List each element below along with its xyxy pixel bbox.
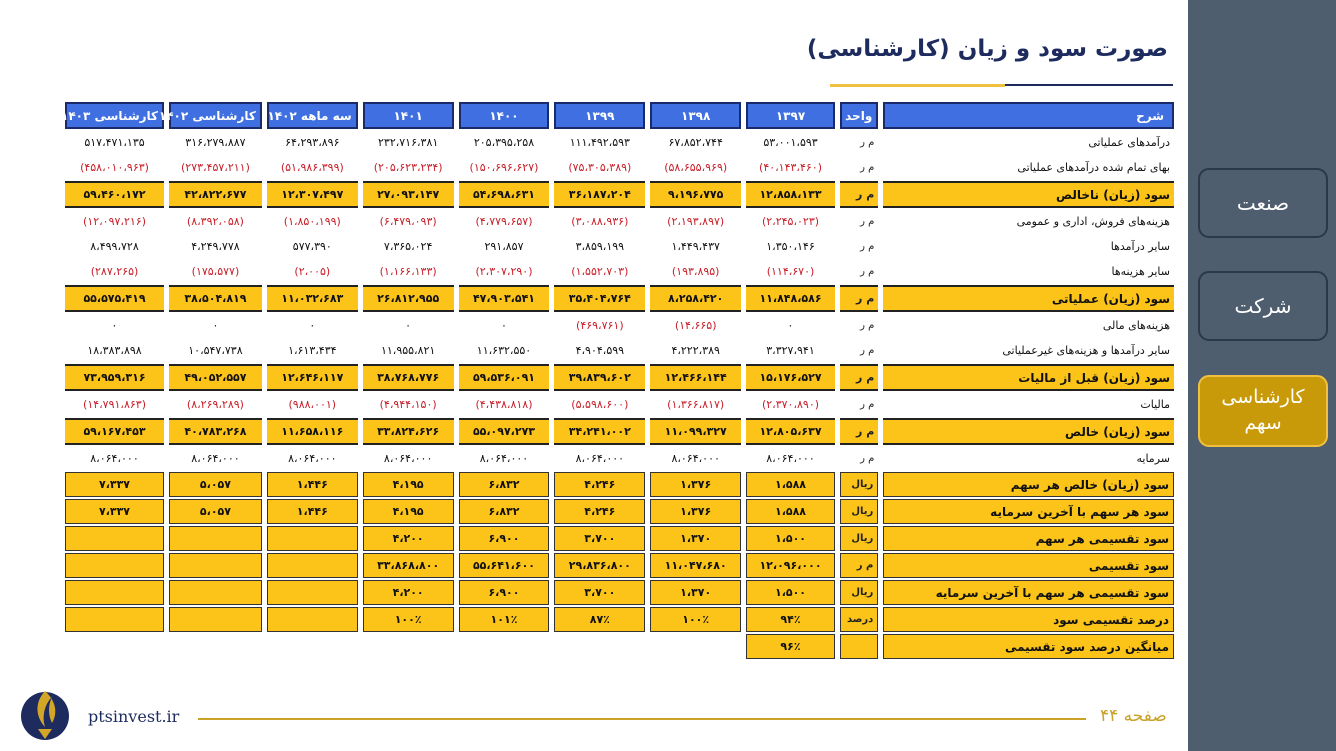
- table-cell: (۱،۳۶۶،۸۱۷): [667, 398, 725, 411]
- table-cell: (۴،۴۳۸،۸۱۸): [475, 398, 533, 411]
- website-url[interactable]: ptsinvest.ir: [88, 707, 180, 726]
- header-col: ۱۳۹۸: [650, 102, 741, 129]
- row-unit: م ر: [860, 241, 875, 252]
- table-cell: ۸،۰۶۴،۰۰۰: [479, 452, 529, 465]
- table-cell: ۳۶،۱۸۷،۲۰۴: [554, 181, 645, 208]
- table-cell: ۵۵،۵۷۵،۴۱۹: [65, 285, 164, 312]
- header-col: سه ماهه ۱۴۰۲: [267, 102, 358, 129]
- row-unit: م ر: [860, 320, 875, 331]
- row-label: سود تقسیمی: [883, 553, 1174, 578]
- table-cell: ۸،۰۶۴،۰۰۰: [288, 452, 337, 465]
- table-cell: (۴۵۸،۰۱۰،۹۶۳): [80, 161, 149, 174]
- row-label: سود تقسیمی هر سهم با آخرین سرمایه: [883, 580, 1174, 605]
- table-row: [65, 314, 1174, 337]
- table-cell: ۵۷۷،۳۹۰: [292, 240, 332, 253]
- row-unit: م ر: [860, 137, 875, 148]
- table-row: [65, 526, 1174, 551]
- sidebar-item-industry[interactable]: صنعت: [1198, 168, 1328, 238]
- table-cell: (۲،۰۰۵): [294, 265, 331, 278]
- table-cell: ۱،۳۷۶: [650, 472, 741, 497]
- table-cell: ۱،۳۷۰: [650, 526, 741, 551]
- table-row: [65, 499, 1174, 524]
- table-cell: [169, 526, 262, 551]
- table-cell: ۴،۲۲۲،۳۸۹: [671, 344, 720, 357]
- table-cell: ۴،۲۰۰: [363, 526, 454, 551]
- table-cell: ۰: [501, 319, 507, 332]
- table-cell: ۱،۵۸۸: [746, 499, 835, 524]
- table-cell: (۱۱۴،۶۷۰): [766, 265, 815, 278]
- table-cell: ۴،۲۴۶: [554, 472, 645, 497]
- row-label: سود تقسیمی هر سهم: [883, 526, 1174, 551]
- table-cell: ۱۱۱،۴۹۲،۵۹۳: [569, 136, 630, 149]
- row-unit: م ر: [860, 345, 875, 356]
- table-header-row: [65, 102, 1174, 129]
- table-row: [65, 156, 1174, 179]
- row-unit: م ر: [860, 266, 875, 277]
- table-cell: (۸،۳۹۲،۰۵۸): [186, 215, 244, 228]
- row-unit: م ر: [840, 418, 878, 445]
- table-row: [65, 260, 1174, 283]
- row-unit: م ر: [840, 181, 878, 208]
- table-cell: ۱۰،۵۴۷،۷۳۸: [188, 344, 243, 357]
- table-cell: (۴،۷۷۹،۶۵۷): [475, 215, 533, 228]
- table-cell: (۱۹۳،۸۹۵): [671, 265, 720, 278]
- table-row: [65, 447, 1174, 470]
- table-row: [65, 580, 1174, 605]
- row-label: سود (زیان) ناخالص: [883, 181, 1174, 208]
- table-cell: ۸،۰۶۴،۰۰۰: [90, 452, 139, 465]
- row-unit: م ر: [840, 553, 878, 578]
- table-cell: (۴۰،۱۴۳،۴۶۰): [759, 161, 822, 174]
- table-cell: (۱،۵۵۲،۷۰۳): [571, 265, 629, 278]
- row-unit: درصد: [840, 607, 878, 632]
- table-cell: (۲،۳۰۷،۲۹۰): [475, 265, 533, 278]
- table-cell: ۳۹،۸۳۹،۶۰۲: [554, 364, 645, 391]
- header-col: کارشناسی ۱۴۰۲: [169, 102, 262, 129]
- table-cell: ۱۱،۰۴۷،۶۸۰: [650, 553, 741, 578]
- table-cell: ۱۲،۴۶۶،۱۴۴: [650, 364, 741, 391]
- row-unit: ریال: [840, 499, 878, 524]
- table-cell: ۶،۸۳۲: [459, 472, 550, 497]
- table-cell: ۸،۰۶۴،۰۰۰: [671, 452, 720, 465]
- row-label: سایر درآمدها: [1110, 240, 1170, 253]
- table-cell: (۱۴،۶۶۵): [674, 319, 717, 332]
- row-label: سود هر سهم با آخرین سرمایه: [883, 499, 1174, 524]
- table-cell: ۳،۷۰۰: [554, 526, 645, 551]
- table-cell: ۰: [787, 319, 794, 332]
- table-row: [65, 553, 1174, 578]
- table-cell: [65, 526, 164, 551]
- table-cell: ۱۲،۳۰۷،۴۹۷: [267, 181, 358, 208]
- table-cell: ۹۶٪: [746, 634, 835, 659]
- table-cell: (۲۰۵،۶۲۳،۲۳۴): [373, 161, 443, 174]
- row-label: بهای تمام شده درآمدهای عملیاتی: [1017, 161, 1170, 174]
- table-cell: ۸،۴۹۹،۷۲۸: [90, 240, 139, 253]
- title-underline-accent: [830, 84, 1005, 87]
- table-cell: ۳۴،۲۴۱،۰۰۲: [554, 418, 645, 445]
- table-cell: ۱،۴۴۶: [267, 499, 358, 524]
- table-cell: ۶۷،۸۵۲،۷۴۴: [668, 136, 723, 149]
- row-label: درآمدهای عملیاتی: [1088, 136, 1170, 149]
- table-cell: ۶۴،۲۹۳،۸۹۶: [285, 136, 340, 149]
- table-cell: (۱،۱۶۶،۱۳۳): [379, 265, 437, 278]
- row-label: هزینه‌های فروش، اداری و عمومی: [1016, 215, 1170, 228]
- header-col: ۱۳۹۷: [746, 102, 835, 129]
- table-cell: ۵۱۷،۴۷۱،۱۳۵: [84, 136, 145, 149]
- table-cell: ۶،۹۰۰: [459, 526, 550, 551]
- table-row: [65, 181, 1174, 208]
- row-unit: [840, 634, 878, 659]
- table-cell: ۳۱۶،۲۷۹،۸۸۷: [185, 136, 246, 149]
- table-cell: ۱،۳۵۰،۱۴۶: [766, 240, 815, 253]
- table-cell: ۴،۲۰۰: [363, 580, 454, 605]
- row-unit: م ر: [840, 364, 878, 391]
- header-desc: شرح: [883, 102, 1174, 129]
- table-cell: ۱،۵۰۰: [746, 580, 835, 605]
- row-unit: م ر: [860, 216, 875, 227]
- table-cell: (۲،۱۹۳،۸۹۷): [667, 215, 725, 228]
- table-cell: [169, 634, 262, 659]
- table-cell: [65, 607, 164, 632]
- table-cell: ۶،۸۳۲: [459, 499, 550, 524]
- table-cell: ۳۸،۷۶۸،۷۷۶: [363, 364, 454, 391]
- table-cell: [169, 580, 262, 605]
- table-cell: ۵۵،۶۴۱،۶۰۰: [459, 553, 550, 578]
- row-unit: م ر: [840, 285, 878, 312]
- table-cell: ۵۹،۵۳۶،۰۹۱: [459, 364, 550, 391]
- table-cell: [267, 580, 358, 605]
- table-cell: (۶،۴۷۹،۰۹۳): [379, 215, 437, 228]
- table-cell: ۱۵،۱۷۶،۵۲۷: [746, 364, 835, 391]
- table-row: [65, 364, 1174, 391]
- table-cell: ۱۲،۸۰۵،۶۳۷: [746, 418, 835, 445]
- table-cell: [169, 553, 262, 578]
- table-cell: ۴،۹۰۴،۵۹۹: [575, 344, 625, 357]
- table-cell: ۵۵،۰۹۷،۲۷۳: [459, 418, 550, 445]
- table-cell: (۹۸۸،۰۰۱): [288, 398, 337, 411]
- table-cell: ۲۷،۰۹۳،۱۴۷: [363, 181, 454, 208]
- row-label: سود (زیان) خالص: [883, 418, 1174, 445]
- table-cell: ۳،۷۰۰: [554, 580, 645, 605]
- table-cell: ۱۱،۹۵۵،۸۲۱: [380, 344, 436, 357]
- table-row: [65, 131, 1174, 154]
- table-cell: ۱،۳۷۰: [650, 580, 741, 605]
- table-cell: [650, 634, 741, 659]
- header-col: ۱۴۰۰: [459, 102, 550, 129]
- table-cell: ۳۸،۵۰۴،۸۱۹: [169, 285, 262, 312]
- table-cell: [65, 580, 164, 605]
- table-cell: ۵،۰۵۷: [169, 472, 262, 497]
- table-cell: [169, 607, 262, 632]
- table-cell: ۸۷٪: [554, 607, 645, 632]
- row-unit: م ر: [860, 162, 875, 173]
- table-cell: ۱۸،۳۸۳،۸۹۸: [87, 344, 142, 357]
- table-cell: ۱۰۰٪: [650, 607, 741, 632]
- table-cell: ۸،۲۵۸،۴۲۰: [650, 285, 741, 312]
- table-cell: ۷،۳۶۵،۰۲۴: [383, 240, 433, 253]
- header-col: ۱۴۰۱: [363, 102, 454, 129]
- table-cell: [459, 634, 550, 659]
- table-row: [65, 393, 1174, 416]
- table-cell: ۱۱،۸۴۸،۵۸۶: [746, 285, 835, 312]
- table-cell: (۵،۵۹۸،۶۰۰): [571, 398, 629, 411]
- table-cell: ۵۹،۴۶۰،۱۷۲: [65, 181, 164, 208]
- table-cell: ۲۹۱،۸۵۷: [484, 240, 524, 253]
- table-cell: ۱،۴۴۶: [267, 472, 358, 497]
- table-cell: ۱۲،۸۵۸،۱۳۳: [746, 181, 835, 208]
- table-cell: ۸،۰۶۴،۰۰۰: [191, 452, 240, 465]
- row-label: میانگین درصد سود تقسیمی: [883, 634, 1174, 659]
- row-unit: م ر: [860, 399, 875, 410]
- table-cell: [363, 634, 454, 659]
- table-cell: ۴،۱۹۵: [363, 499, 454, 524]
- table-cell: ۱۲،۶۴۶،۱۱۷: [267, 364, 358, 391]
- table-cell: ۱۱،۶۵۸،۱۱۶: [267, 418, 358, 445]
- row-unit: ریال: [840, 526, 878, 551]
- row-unit: م ر: [860, 453, 875, 464]
- row-label: سود (زیان) قبل از مالیات: [883, 364, 1174, 391]
- row-label: سرمایه: [1136, 452, 1170, 465]
- table-cell: ۰: [111, 319, 118, 332]
- table-cell: ۱۰۱٪: [459, 607, 550, 632]
- row-label: سایر هزینه‌ها: [1111, 265, 1170, 278]
- table-cell: (۵۱،۹۸۶،۳۹۹): [280, 161, 344, 174]
- table-cell: ۱،۶۱۳،۴۳۴: [288, 344, 337, 357]
- table-cell: ۶،۹۰۰: [459, 580, 550, 605]
- table-cell: ۷۳،۹۵۹،۳۱۶: [65, 364, 164, 391]
- table-cell: [267, 634, 358, 659]
- table-cell: ۲۰۵،۳۹۵،۲۵۸: [473, 136, 535, 149]
- header-col: ۱۳۹۹: [554, 102, 645, 129]
- table-row: [65, 235, 1174, 258]
- table-cell: ۸،۰۶۴،۰۰۰: [575, 452, 625, 465]
- table-cell: [65, 553, 164, 578]
- table-cell: ۴،۲۴۶: [554, 499, 645, 524]
- table-cell: ۳۵،۴۰۴،۷۶۴: [554, 285, 645, 312]
- company-logo: [14, 683, 76, 745]
- header-col: کارشناسی ۱۴۰۳: [65, 102, 164, 129]
- table-cell: [267, 553, 358, 578]
- table-cell: (۲،۲۴۵،۰۲۳): [761, 215, 820, 228]
- table-cell: ۲۶،۸۱۲،۹۵۵: [363, 285, 454, 312]
- row-label: درصد تقسیمی سود: [883, 607, 1174, 632]
- table-cell: ۹،۱۹۶،۷۷۵: [650, 181, 741, 208]
- table-cell: ۱،۵۸۸: [746, 472, 835, 497]
- table-cell: ۴۹،۰۵۲،۵۵۷: [169, 364, 262, 391]
- table-row: [65, 634, 1174, 659]
- table-cell: [267, 526, 358, 551]
- table-row: [65, 472, 1174, 497]
- sidebar-item-company[interactable]: شرکت: [1198, 271, 1328, 341]
- table-cell: ۱۲،۰۹۶،۰۰۰: [746, 553, 835, 578]
- table-cell: ۱۱،۶۳۲،۵۵۰: [476, 344, 532, 357]
- table-row: [65, 210, 1174, 233]
- table-cell: (۲۷۳،۴۵۷،۲۱۱): [181, 161, 250, 174]
- income-statement-table: [60, 100, 1179, 661]
- table-cell: [65, 634, 164, 659]
- table-cell: ۷،۳۳۷: [65, 499, 164, 524]
- table-cell: ۰: [309, 319, 316, 332]
- table-cell: ۱۰۰٪: [363, 607, 454, 632]
- table-cell: (۱۴،۷۹۱،۸۶۳): [83, 398, 146, 411]
- table-cell: ۹۴٪: [746, 607, 835, 632]
- table-row: [65, 607, 1174, 632]
- table-cell: (۴،۹۴۴،۱۵۰): [379, 398, 437, 411]
- table-cell: ۸،۰۶۴،۰۰۰: [383, 452, 433, 465]
- table-cell: ۴،۲۴۹،۷۷۸: [191, 240, 240, 253]
- footer-divider: [198, 718, 1086, 720]
- table-cell: ۲۳۲،۷۱۶،۳۸۱: [378, 136, 439, 149]
- table-cell: ۰: [405, 319, 412, 332]
- table-cell: ۱،۵۰۰: [746, 526, 835, 551]
- table-cell: ۳،۸۵۹،۱۹۹: [575, 240, 625, 253]
- sidebar-item-share-valuation[interactable]: کارشناسی سهم: [1198, 375, 1328, 447]
- row-label: مالیات: [1140, 398, 1170, 411]
- row-label: سایر درآمدها و هزینه‌های غیرعملیاتی: [1002, 344, 1170, 357]
- table-cell: ۰: [212, 319, 219, 332]
- table-cell: (۲،۳۷۰،۸۹۰): [761, 398, 820, 411]
- table-cell: (۷۵،۳۰۵،۳۸۹): [568, 161, 632, 174]
- table-row: [65, 285, 1174, 312]
- sidebar: [1188, 0, 1336, 751]
- table-cell: [267, 607, 358, 632]
- table-cell: ۱،۳۷۶: [650, 499, 741, 524]
- table-cell: (۱،۸۵۰،۱۹۹): [283, 215, 341, 228]
- table-cell: ۸،۰۶۴،۰۰۰: [766, 452, 815, 465]
- table-cell: [554, 634, 645, 659]
- table-cell: ۴۲،۸۲۲،۶۷۷: [169, 181, 262, 208]
- table-cell: (۵۸،۶۵۵،۹۶۹): [664, 161, 728, 174]
- table-cell: ۳۳،۸۲۴،۶۲۶: [363, 418, 454, 445]
- row-unit: ریال: [840, 472, 878, 497]
- table-cell: ۱۱،۰۹۹،۳۲۷: [650, 418, 741, 445]
- row-unit: ریال: [840, 580, 878, 605]
- table-cell: ۴۰،۷۸۳،۲۶۸: [169, 418, 262, 445]
- page-title: صورت سود و زیان (کارشناسی): [806, 36, 1168, 62]
- table-cell: ۱،۴۴۹،۴۳۷: [671, 240, 720, 253]
- table-cell: ۲۹،۸۳۶،۸۰۰: [554, 553, 645, 578]
- table-cell: (۱۵۰،۶۹۶،۶۲۷): [469, 161, 539, 174]
- row-label: سود (زیان) خالص هر سهم: [883, 472, 1174, 497]
- table-cell: ۷،۳۳۷: [65, 472, 164, 497]
- header-unit: واحد: [840, 102, 878, 129]
- table-cell: (۳،۰۸۸،۹۳۶): [571, 215, 629, 228]
- table-cell: (۴۶۹،۷۶۱): [576, 319, 624, 332]
- table-row: [65, 339, 1174, 362]
- table-cell: ۵۳،۰۰۱،۵۹۳: [763, 136, 818, 149]
- table-cell: ۴۷،۹۰۳،۵۴۱: [459, 285, 550, 312]
- row-label: هزینه‌های مالی: [1102, 319, 1170, 332]
- table-row: [65, 418, 1174, 445]
- table-cell: ۳۳،۸۶۸،۸۰۰: [363, 553, 454, 578]
- table-cell: (۱۲،۰۹۷،۲۱۶): [83, 215, 146, 228]
- table-cell: (۱۷۵،۵۷۷): [191, 265, 240, 278]
- table-cell: ۵،۰۵۷: [169, 499, 262, 524]
- table-cell: ۳،۳۲۷،۹۴۱: [766, 344, 815, 357]
- table-cell: (۸،۲۶۹،۲۸۹): [186, 398, 244, 411]
- row-label: سود (زیان) عملیاتی: [883, 285, 1174, 312]
- table-cell: ۵۹،۱۶۷،۴۵۳: [65, 418, 164, 445]
- table-cell: (۲۸۷،۲۶۵): [90, 265, 139, 278]
- table-cell: ۵۴،۶۹۸،۶۳۱: [459, 181, 550, 208]
- table-cell: ۱۱،۰۳۲،۶۸۳: [267, 285, 358, 312]
- table-cell: ۴،۱۹۵: [363, 472, 454, 497]
- page-number: صفحه ۴۴: [1100, 706, 1167, 726]
